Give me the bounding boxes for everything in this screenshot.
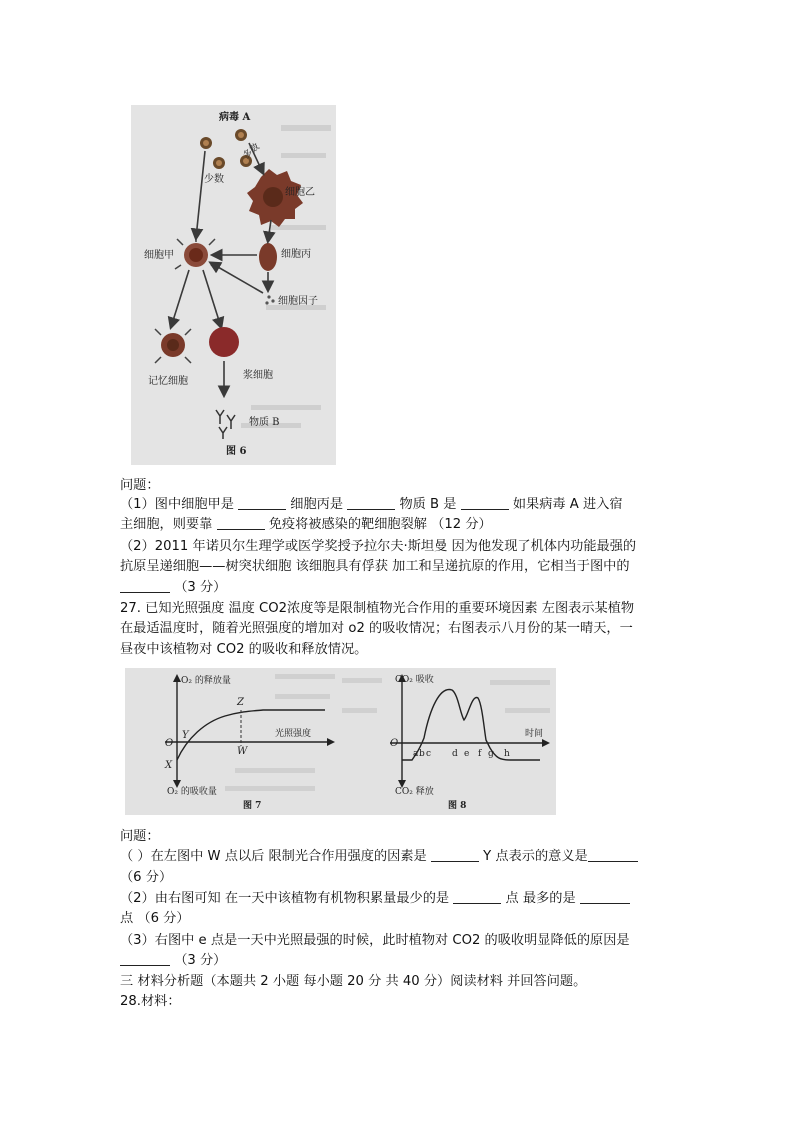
fig8-xlabel: 时间 bbox=[525, 729, 544, 739]
q27-line-3: （2）由右图可知 在一天中该植物有机物积累量最少的是 点 最多的是 bbox=[120, 888, 676, 909]
q27-intro-2: 在最适温度时，随着光照强度的增加对 o2 的吸收情况；右图表示八月份的某一晴天，一 bbox=[120, 621, 633, 636]
q27-line-5: （3）右图中 e 点是一天中光照最强的时候，此时植物对 CO2 的吸收明显降低的原因是 bbox=[120, 933, 630, 948]
fig8-point-a: a bbox=[413, 749, 419, 759]
q27-line-6: （3 分） bbox=[120, 950, 676, 971]
fig7-xlabel: 光照强度 bbox=[275, 729, 312, 739]
q28-label: 28.材料： bbox=[120, 994, 181, 1009]
fig6-cell-a-label: 细胞甲 bbox=[144, 250, 174, 261]
q26-line-4: 抗原呈递细胞——树突状细胞 该细胞具有俘获 加工和呈递抗原的作用，它相当于图中的 bbox=[120, 559, 630, 574]
q26-line-2: 主细胞，则要靠 免疫将被感染的靶细胞裂解 （12 分） bbox=[120, 514, 676, 535]
fig7-ylabel-bottom: O₂ 的吸收量 bbox=[167, 787, 217, 797]
fig8-point-e: e bbox=[464, 749, 470, 759]
figure-7-light-curve bbox=[125, 668, 340, 815]
fig6-substance-label: 物质 B bbox=[249, 417, 280, 428]
fig6-many-label: 多数 bbox=[241, 142, 262, 162]
q27-line-2: （6 分） bbox=[120, 870, 173, 885]
q26-heading: 问题： bbox=[120, 478, 160, 493]
q27-line-1: （ ）在左图中 W 点以后 限制光合作用强度的因素是 Y 点表示的意义是 bbox=[120, 846, 676, 867]
fig8-ylabel-top: CO₂ 吸收 bbox=[395, 675, 434, 685]
fig8-point-b: b bbox=[419, 749, 425, 759]
fig8-caption: 图 8 bbox=[448, 801, 467, 811]
fig7-point-x: X bbox=[165, 760, 173, 771]
fig8-origin: O bbox=[390, 738, 399, 749]
fig8-point-f: f bbox=[478, 749, 482, 759]
figure-8-co2-curve bbox=[340, 668, 556, 815]
fig6-memory-label: 记忆细胞 bbox=[148, 376, 188, 387]
q26-line-5: （3 分） bbox=[120, 577, 676, 598]
q26-line-3: （2）2011 年诺贝尔生理学或医学奖授予拉尔夫·斯坦曼 因为他发现了机体内功能最强的 bbox=[120, 539, 637, 554]
fig6-cytokine-label: 细胞因子 bbox=[278, 296, 318, 307]
fig7-caption: 图 7 bbox=[243, 801, 262, 811]
fig8-point-g: g bbox=[488, 749, 494, 759]
q26-line-1: （1）图中细胞甲是 细胞丙是 物质 B 是 如果病毒 A 进入宿 bbox=[120, 494, 676, 515]
fig7-point-z: Z bbox=[237, 697, 244, 708]
fig6-few-label: 少数 bbox=[204, 174, 224, 185]
fig7-point-w: W bbox=[237, 746, 248, 757]
figure-6-immune-diagram bbox=[131, 105, 336, 465]
fig8-point-c: c bbox=[426, 749, 432, 759]
fig8-point-h: h bbox=[504, 749, 510, 759]
q27-heading: 问题： bbox=[120, 829, 160, 844]
fig7-origin: O bbox=[165, 738, 174, 749]
fig7-point-y: Y bbox=[182, 730, 189, 741]
fig8-point-d: d bbox=[452, 749, 458, 759]
q27-intro-1: 27. 已知光照强度 温度 CO2浓度等是限制植物光合作用的重要环境因素 左图表示某植物 bbox=[120, 601, 635, 616]
fig6-cell-b-label: 细胞乙 bbox=[285, 187, 315, 198]
section-3-title: 三 材料分析题（本题共 2 小题 每小题 20 分 共 40 分）阅读材料 并回答问题。 bbox=[120, 974, 587, 989]
q27-line-4: 点 （6 分） bbox=[120, 911, 190, 926]
fig6-cell-c-label: 细胞丙 bbox=[281, 249, 311, 260]
cell-c-icon bbox=[259, 243, 277, 271]
fig8-ylabel-bottom: CO₂ 释放 bbox=[395, 787, 434, 797]
q27-intro-3: 昼夜中该植物对 CO2 的吸收和释放情况。 bbox=[120, 642, 368, 657]
fig7-ylabel-top: O₂ 的释放量 bbox=[181, 676, 231, 686]
fig6-virus-label: 病毒 A bbox=[219, 112, 251, 123]
fig6-plasma-label: 浆细胞 bbox=[243, 370, 273, 381]
fig6-caption: 图 6 bbox=[226, 446, 247, 457]
plasma-cell-icon bbox=[209, 327, 239, 357]
